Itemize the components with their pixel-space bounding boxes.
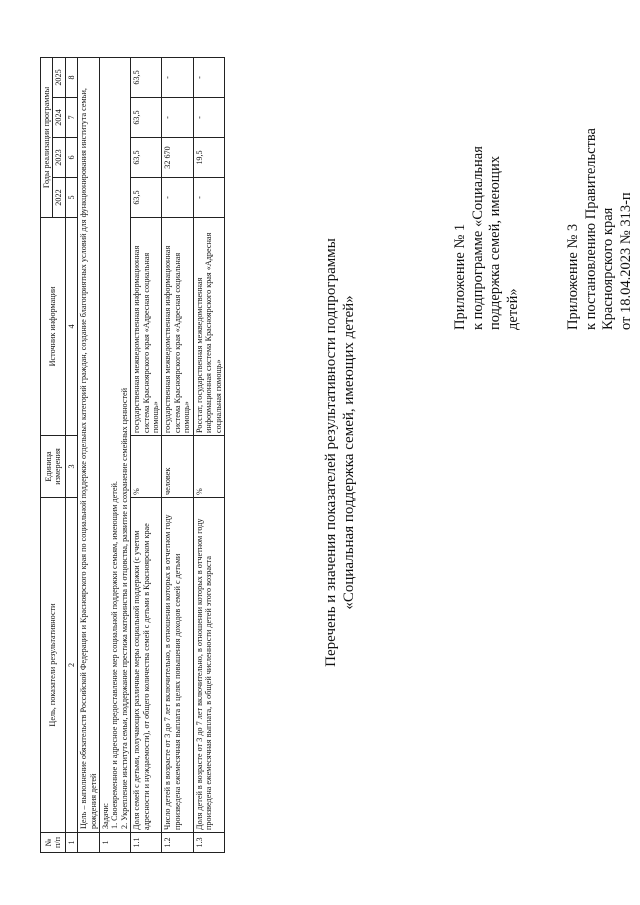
row-indicator: Доля детей в возрасте от 3 до 7 лет включительно, в отношении которых в отчетном году произведена ежемесячная выплата, в общей численности детей этого возраста bbox=[193, 498, 224, 833]
column-number: 8 bbox=[65, 57, 77, 97]
tasks-heading: Задачи: bbox=[101, 803, 111, 829]
row-value-2025: - bbox=[162, 57, 193, 97]
column-number: 7 bbox=[65, 98, 77, 138]
row-source: государственная межведомственная информационная система Красноярского края «Адресная социальная помощь» bbox=[131, 218, 162, 436]
column-number: 5 bbox=[65, 178, 77, 218]
row-indicator: Число детей в возрасте от 3 до 7 лет включительно, в отношении которых в отчетном году произведена ежемесячная выплата в целях повышения доходов семей с детьми bbox=[162, 498, 193, 833]
appendix-header-sub bbox=[452, 146, 522, 330]
row-source: Росстат, государственная межведомственная информационная система Красноярского края «Адресная социальная помощь» bbox=[193, 218, 224, 436]
row-value-2024: - bbox=[193, 98, 224, 138]
appendix-line: от 18.04.2023 № 313-п bbox=[617, 192, 634, 330]
header-year: 2022 bbox=[53, 178, 65, 218]
header-row bbox=[41, 57, 53, 852]
row-value-2024: 63,5 bbox=[131, 98, 162, 138]
column-number: 2 bbox=[65, 498, 77, 833]
row-value-2023: 63,5 bbox=[131, 138, 162, 178]
appendix-line: поддержка семей, имеющих bbox=[487, 156, 503, 330]
appendix-line: Красноярского края bbox=[600, 207, 616, 330]
column-number: 6 bbox=[65, 138, 77, 178]
header-year: 2024 bbox=[53, 98, 65, 138]
column-numbers-row bbox=[65, 57, 77, 852]
row-value-2022: - bbox=[162, 178, 193, 218]
table-row bbox=[193, 57, 224, 852]
row-value-2022: 63,5 bbox=[131, 178, 162, 218]
row-unit: человек bbox=[162, 436, 193, 498]
row-value-2025: - bbox=[193, 57, 224, 97]
appendix-line: детей» bbox=[504, 288, 521, 330]
document-title bbox=[322, 0, 358, 905]
row-value-2023: 19,5 bbox=[193, 138, 224, 178]
goal-text: Цель – выполнение обязательств Российской Федерации и Красноярского края по социальной поддержке отдельных категорий граждан, создание благоприятных условий для функционирования института семьи, рождения детей bbox=[78, 57, 100, 832]
row-value-2024: - bbox=[162, 98, 193, 138]
goal-num-cell bbox=[78, 833, 100, 853]
tasks-cell bbox=[100, 57, 131, 832]
row-num: 1.2 bbox=[162, 833, 193, 853]
row-num: 1.1 bbox=[131, 833, 162, 853]
task-item: 1. Своевременное и адресное предоставление мер социальной поддержки семьям, имеющим детей. bbox=[110, 481, 120, 829]
row-value-2022: - bbox=[193, 178, 224, 218]
row-value-2023: 32 670 bbox=[162, 138, 193, 178]
row-indicator: Доля семей с детьми, получающих различные меры социальной поддержки (с учетом адресности и нуждаемости), от общего количества семей с детьми в Красноярском крае bbox=[131, 498, 162, 833]
indicators-table bbox=[40, 57, 225, 853]
header-year: 2023 bbox=[53, 138, 65, 178]
row-value-2025: 63,5 bbox=[131, 57, 162, 97]
header-num: № п/п bbox=[41, 833, 66, 853]
table-row bbox=[162, 57, 193, 852]
title-line-1: Перечень и значения показателей результативности подпрограммы bbox=[323, 238, 339, 667]
header-goal: Цель, показатели результативности bbox=[41, 498, 66, 833]
column-number: 4 bbox=[65, 218, 77, 436]
task-num: 1 bbox=[100, 833, 131, 853]
appendix-line: Приложение № 3 bbox=[565, 223, 581, 330]
goal-row bbox=[78, 57, 100, 852]
column-number: 1 bbox=[65, 833, 77, 853]
header-source: Источник информации bbox=[41, 218, 66, 436]
row-unit: % bbox=[193, 436, 224, 498]
task-item: 2. Укрепление института семьи, поддержание престижа материнства и отцовства, развитие и сохранение семейных ценностей bbox=[119, 387, 129, 829]
appendix-line: к постановлению Правительства bbox=[582, 128, 599, 330]
header-year: 2025 bbox=[53, 57, 65, 97]
header-years-group: Годы реализации программы bbox=[41, 57, 53, 217]
title-line-2: «Социальная поддержка семей, имеющих детей» bbox=[341, 295, 357, 610]
row-unit: % bbox=[131, 436, 162, 498]
header-unit: Единица измерения bbox=[41, 436, 66, 498]
row-source: государственная межведомственная информационная система Красноярского края «Адресная социальная помощь» bbox=[162, 218, 193, 436]
appendix-line: Приложение № 1 bbox=[452, 223, 468, 330]
appendix-header-main bbox=[565, 128, 635, 330]
tasks-row bbox=[100, 57, 131, 852]
table-row bbox=[131, 57, 162, 852]
appendix-line: к подпрограмме «Социальная bbox=[469, 146, 486, 330]
row-num: 1.3 bbox=[193, 833, 224, 853]
column-number: 3 bbox=[65, 436, 77, 498]
